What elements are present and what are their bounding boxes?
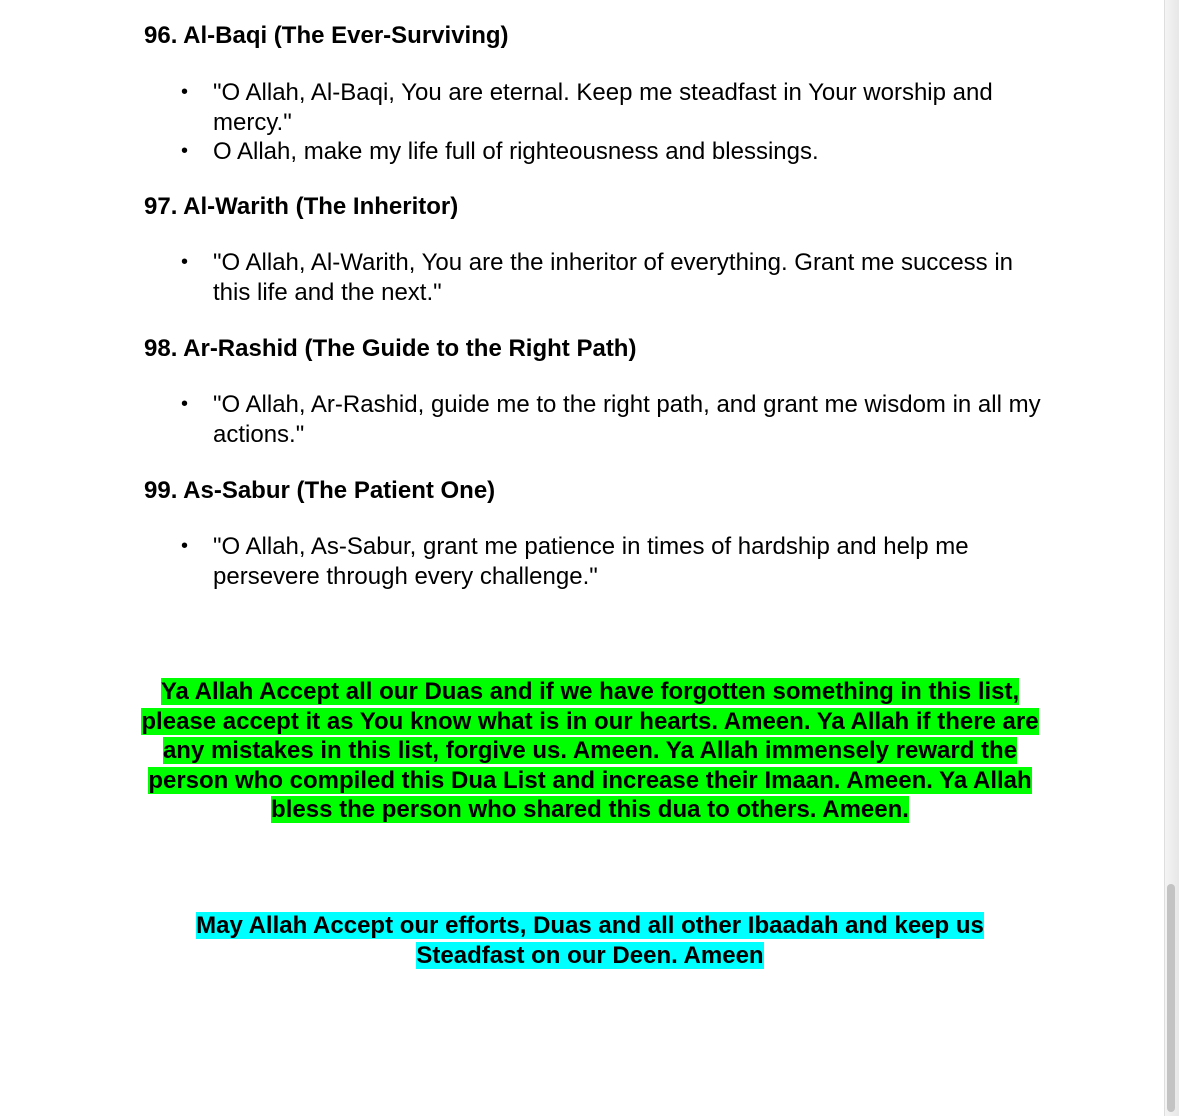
section-96 [144, 21, 1044, 165]
bullet-icon: • [181, 535, 189, 557]
list-item [144, 78, 1043, 137]
bullet-list [144, 248, 1043, 307]
list-item [144, 248, 1043, 307]
bullet-list [144, 532, 1043, 591]
section-99 [144, 476, 1044, 590]
list-item-text: "O Allah, Al-Baqi, You are eternal. Keep me steadfast in Your worship and mercy." [213, 79, 993, 136]
section-98 [144, 334, 1044, 448]
bullet-list [144, 78, 1043, 167]
section-97 [144, 192, 1044, 306]
list-item [144, 137, 1043, 167]
cyan-highlighted-text: May Allah Accept our efforts, Duas and all other Ibaadah and keep us Steadfast on our Deen. Ameen [196, 912, 984, 969]
closing-ameen-paragraph [150, 911, 1030, 970]
list-item-text: O Allah, make my life full of righteousness and blessings. [213, 138, 819, 165]
closing-dua-paragraph [130, 677, 1050, 825]
list-item-text: "O Allah, As-Sabur, grant me patience in times of hardship and help me persevere through every challenge." [213, 533, 969, 590]
bullet-icon: • [181, 81, 189, 103]
list-item [144, 390, 1043, 449]
list-item-text: "O Allah, Ar-Rashid, guide me to the right path, and grant me wisdom in all my actions." [213, 391, 1041, 448]
section-heading: 97. Al-Warith (The Inheritor) [144, 193, 459, 220]
section-heading: 96. Al-Baqi (The Ever-Surviving) [144, 22, 509, 49]
section-heading: 98. Ar-Rashid (The Guide to the Right Path) [144, 335, 637, 362]
bullet-icon: • [181, 140, 189, 162]
bullet-icon: • [181, 393, 189, 415]
bullet-list [144, 390, 1043, 449]
list-item-text: "O Allah, Al-Warith, You are the inheritor of everything. Grant me success in this life and the next." [213, 249, 1014, 306]
vertical-scrollbar-thumb[interactable] [1167, 884, 1175, 1112]
bullet-icon: • [181, 251, 189, 273]
green-highlighted-text: Ya Allah Accept all our Duas and if we have forgotten something in this list, please accept it as You know what is in our hearts. Ameen. Ya Allah if there are any mistakes in this list, forgive us. Ameen. Ya Allah immensely reward the person who compiled this Dua List and increase their Imaan. Ameen. Ya Allah bless the person who shared this dua to others. Ameen. [141, 678, 1039, 823]
list-item [144, 532, 1043, 591]
section-heading: 99. As-Sabur (The Patient One) [144, 477, 496, 504]
